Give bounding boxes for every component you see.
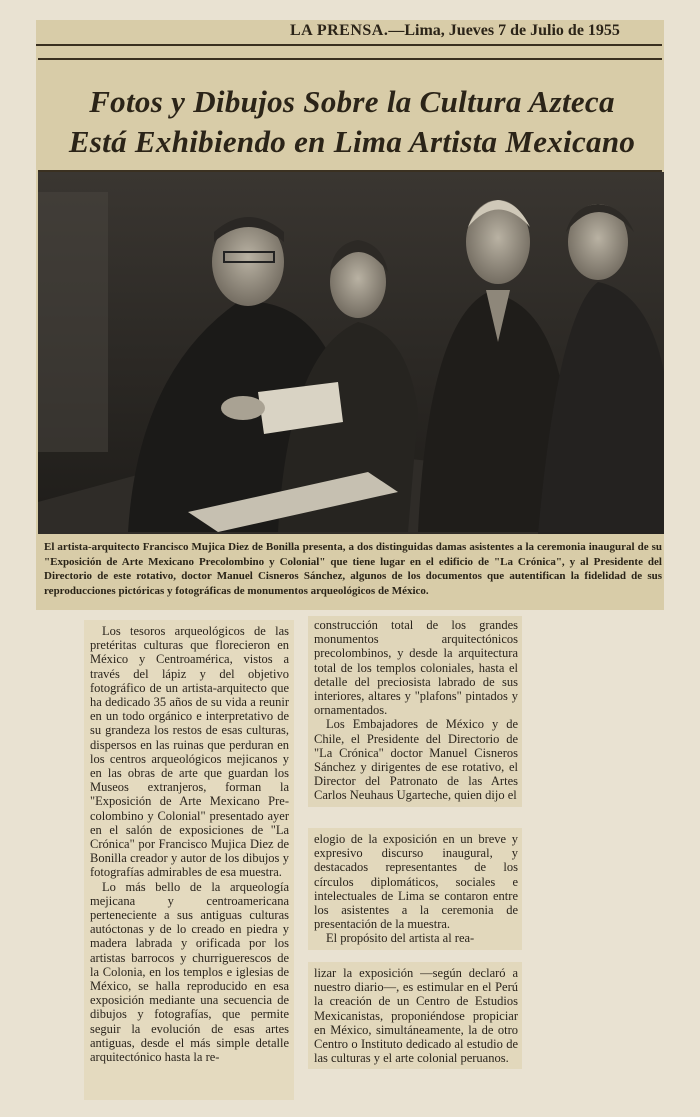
article-paragraph: Lo más bello de la arqueología mejicana y centroamericana perteneciente a sus antiguas culturas autóctonas y de lo creado en piedra y madera labrada y orificada por los artistas barrocos y churriguerescos de la Colonia, en los templos e iglesias de México, se halla reproducido en esa exposición mediante una secuencia de dibujos y fotografías, que permite seguir la evolución de esas artes antiguas, desde el más simple detalle arquitectónico hasta la re-	[90, 879, 289, 1065]
article-column-2-top	[308, 616, 522, 807]
newspaper-name: LA PRENSA.	[290, 22, 389, 39]
article-paragraph: elogio de la exposición en un breve y expresivo discurso inaugural, y destacados representantes de los círculos diplomáticos, sociales e intelectuales de Lima se contaron entre los asistentes a la ceremonia de presentación de la muestra.	[314, 832, 518, 932]
article-paragraph: Los tesoros arqueológicos de las pretéritas culturas que florecieron en México y Centroamérica, vistos a través del lápiz y del objetivo fotográfico de un artista-arquitecto que ha dedicado 35 años de su vida a reunir en un todo orgánico e interpretativo de su grandeza los restos de esas culturas, dispersos en las ruinas que perduran en los centros arqueológicos mejicanos y en las obras de arte que guardan los Museos extranjeros, forman la "Exposición de Arte Mexicano Pre-colombino y Colonial" presentado ayer en el salón de exposiciones de "La Crónica" por Francisco Mujica Diez de Bonilla creador y autor de los dibujos y fotografías admirables de esa muestra.	[90, 624, 289, 880]
article-column-1	[84, 620, 294, 1100]
photo-caption: El artista-arquitecto Francisco Mujica Diez de Bonilla presenta, a dos distinguidas damas asistentes a la ceremonia inaugural de su "Exposición de Arte Mexicano Precolombino y Colonial" que tiene lugar en el edificio de "La Crónica", y al Presidente del Directorio de este rotativo, doctor Manuel Cisneros Sánchez, algunos de los documentos que autentifican la fidelidad de sus reproducciones pictóricas y fotográficas de monumentos arqueológicos de México.	[44, 541, 662, 597]
article-paragraph: lizar la exposición —según declaró a nuestro diario—, es estimular en el Perú la creación de un Centro de Estudios Mexicanistas, proponiéndose propiciar en México, simultáneamente, la de otro Centro o Instituto dedicado al estudio de las culturas y el arte colonial peruanos.	[314, 966, 518, 1066]
article-paragraph: construcción total de los grandes monumentos arquitectónicos precolombinos, y desde la arquitectura total de los templos coloniales, hasta el detalle del preciosista labrado de sus interiores, altares y "plafons" pintados y ornamentados.	[314, 618, 518, 718]
article-column-2-bottom	[308, 962, 522, 1069]
news-photo	[38, 172, 664, 534]
article-column-2-middle	[308, 828, 522, 950]
headline	[44, 82, 660, 162]
headline-line-2: Está Exhibiendo en Lima Artista Mexicano	[68, 124, 636, 159]
masthead-rule	[36, 44, 662, 46]
masthead	[290, 22, 660, 44]
dateline: —Lima, Jueves 7 de Julio de 1955	[388, 22, 620, 39]
photo-scene	[38, 172, 664, 534]
headline-line-1: Fotos y Dibujos Sobre la Cultura Azteca	[89, 84, 615, 119]
article-paragraph: El propósito del artista al rea-	[326, 931, 475, 946]
article-paragraph: Los Embajadores de México y de Chile, el Presidente del Directorio de "La Crónica" doctor Manuel Cisneros Sánchez y dirigentes de ese rotativo, el Director del Patronato de las Artes Carlos Neuhaus Ugarteche, quien dijo el	[314, 717, 518, 803]
